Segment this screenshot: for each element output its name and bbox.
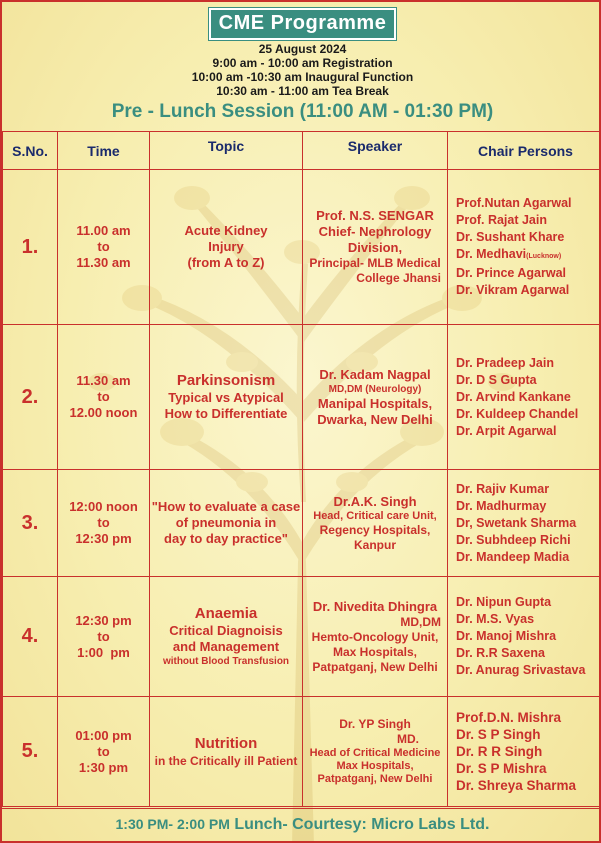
- column-header-speaker: Speaker: [303, 132, 448, 170]
- schedule-line-inaugural: 10:00 am -10:30 am Inaugural Function: [191, 70, 414, 84]
- table-row: [3, 470, 601, 577]
- topic-line: Critical Diagnoisis: [169, 623, 283, 638]
- chair-person: Dr. Medhavi(Lucknow): [456, 247, 562, 261]
- row-chair-persons: [448, 697, 601, 807]
- time-end: 11.30 am: [76, 255, 131, 270]
- topic-line: Injury: [208, 239, 244, 254]
- speaker-line: Division,: [347, 240, 403, 255]
- topic-line: of pneumonia in: [175, 515, 277, 530]
- speaker-line: Dwarka, New Delhi: [317, 411, 433, 427]
- chair-person: Dr. Rajiv Kumar: [456, 481, 550, 496]
- speaker-line: Head of Critical Medicine: [309, 747, 441, 759]
- chair-person: Dr. Anurag Srivastava: [456, 663, 586, 677]
- chair-person: Dr. Arvind Kankane: [456, 389, 571, 404]
- topic-line: "How to evaluate a case: [151, 499, 301, 514]
- row-speaker: [303, 325, 448, 470]
- time-to: to: [97, 389, 110, 404]
- row-time: [58, 697, 150, 807]
- speaker-line: MD,DM (Neurology): [328, 383, 422, 395]
- row-chair-persons: [448, 577, 601, 697]
- time-end: 1:00 pm: [77, 644, 130, 660]
- speaker-line: Hemto-Oncology Unit,: [311, 629, 439, 644]
- speaker-line: College Jhansi: [356, 271, 441, 285]
- chair-person: Dr. D S Gupta: [456, 372, 537, 387]
- speaker-line: Principal- MLB Medical: [309, 256, 441, 270]
- speaker-name: Dr. Kadam Nagpal: [319, 366, 431, 382]
- chair-person: Dr. Vikram Agarwal: [456, 283, 570, 297]
- chair-person: Prof.D.N. Mishra: [456, 710, 562, 725]
- row-sno: 3.: [3, 470, 58, 577]
- row-time: [58, 325, 150, 470]
- row-chair-persons: [448, 470, 601, 577]
- topic-line: without Blood Transfusion: [162, 656, 290, 667]
- schedule-table: [2, 131, 601, 807]
- time-to: to: [97, 239, 110, 254]
- column-header-time: Time: [58, 132, 150, 170]
- time-start: 11.30 am: [76, 373, 131, 388]
- chair-person: Dr. Prince Agarwal: [456, 266, 566, 280]
- row-time: [58, 470, 150, 577]
- row-topic: [150, 577, 303, 697]
- speaker-line: Manipal Hospitals,: [317, 395, 433, 411]
- row-sno: 4.: [3, 577, 58, 697]
- topic-line: Anaemia: [194, 605, 258, 622]
- topic-line: in the Critically ill Patient: [154, 753, 298, 768]
- time-to: to: [97, 743, 110, 759]
- row-topic: [150, 325, 303, 470]
- chair-person: Prof. Rajat Jain: [456, 213, 547, 227]
- topic-line: day to day practice": [164, 531, 288, 546]
- chair-person: Dr. Shreya Sharma: [456, 778, 577, 793]
- column-header-sno: S.No.: [3, 132, 58, 170]
- speaker-line: Kanpur: [354, 537, 396, 552]
- row-topic: [150, 170, 303, 325]
- chair-person: Dr. Kuldeep Chandel: [456, 406, 579, 421]
- speaker-line: Patpatganj, New Delhi: [317, 773, 433, 785]
- event-date: 25 August 2024: [258, 42, 347, 56]
- row-topic: [150, 470, 303, 577]
- lunch-text: Lunch- Courtesy: Micro Labs Ltd.: [234, 816, 490, 833]
- table-row: [3, 697, 601, 807]
- chair-person: Dr. Sushant Khare: [456, 230, 565, 244]
- topic-line: Parkinsonism: [176, 372, 276, 389]
- speaker-line: Max Hospitals,: [336, 760, 414, 772]
- time-start: 11.00 am: [76, 223, 131, 238]
- row-speaker: [303, 697, 448, 807]
- row-time: [58, 577, 150, 697]
- table-row: [3, 325, 601, 470]
- row-speaker: [303, 577, 448, 697]
- time-end: 12.00 noon: [69, 405, 138, 420]
- chair-person: Dr. R R Singh: [456, 744, 543, 759]
- row-chair-persons: [448, 170, 601, 325]
- row-sno: 2.: [3, 325, 58, 470]
- column-header-topic: Topic: [150, 132, 303, 170]
- speaker-line: MD,DM: [400, 614, 441, 629]
- time-start: 12:30 pm: [75, 612, 132, 628]
- chair-person: Dr. Mandeep Madia: [456, 549, 570, 564]
- chair-person: Dr. S P Mishra: [456, 761, 547, 776]
- chair-person: Dr. Nipun Gupta: [456, 595, 552, 609]
- lunch-footer: [2, 808, 601, 843]
- row-time: [58, 170, 150, 325]
- chair-person: Dr. R.R Saxena: [456, 646, 545, 660]
- chair-person: Dr, Swetank Sharma: [456, 515, 577, 530]
- schedule-line-registration: 9:00 am - 10:00 am Registration: [212, 56, 393, 70]
- time-start: 12:00 noon: [69, 499, 138, 514]
- chair-person: Dr. M.S. Vyas: [456, 612, 535, 626]
- topic-line: How to Differentiate: [164, 406, 288, 421]
- row-sno: 5.: [3, 697, 58, 807]
- table-header-row: [3, 132, 601, 170]
- speaker-name: Dr. YP Singh: [339, 717, 411, 731]
- speaker-name: Dr.A.K. Singh: [333, 493, 417, 509]
- time-end: 1:30 pm: [78, 759, 129, 775]
- schedule-line-tea-break: 10:30 am - 11:00 am Tea Break: [216, 84, 389, 98]
- session-title: Pre - Lunch Session (11:00 AM - 01:30 PM): [111, 101, 494, 122]
- time-to: to: [97, 515, 110, 530]
- time-end: 12:30 pm: [75, 531, 132, 546]
- chair-person: Dr. Madhurmay: [456, 498, 547, 513]
- row-sno: 1.: [3, 170, 58, 325]
- speaker-line: Chief- Nephrology: [318, 224, 432, 239]
- speaker-line: Regency Hospitals,: [319, 522, 431, 537]
- time-to: to: [97, 628, 110, 644]
- time-start: 01:00 pm: [75, 727, 132, 743]
- topic-line: Acute Kidney: [184, 223, 268, 238]
- table-row: [3, 577, 601, 697]
- topic-line: Nutrition: [194, 734, 258, 752]
- chair-person: Dr. Pradeep Jain: [456, 355, 554, 370]
- row-speaker: [303, 170, 448, 325]
- topic-line: (from A to Z): [187, 255, 265, 270]
- page-title: CME Programme: [209, 8, 397, 40]
- speaker-line: Max Hospitals,: [332, 644, 418, 659]
- chair-person: Dr. Subhdeep Richi: [456, 532, 571, 547]
- lunch-time: 1:30 PM- 2:00 PM: [115, 816, 230, 832]
- speaker-line: Patpatganj, New Delhi: [312, 659, 438, 674]
- header: [2, 8, 601, 98]
- chair-person: Dr. Arpit Agarwal: [456, 423, 557, 438]
- chair-note: (Lucknow): [526, 253, 562, 260]
- speaker-line: MD.: [397, 732, 419, 746]
- row-topic: [150, 697, 303, 807]
- column-header-chair-persons: Chair Persons: [448, 132, 601, 170]
- chair-person: Dr. Manoj Mishra: [456, 629, 557, 643]
- row-chair-persons: [448, 325, 601, 470]
- topic-line: and Management: [172, 639, 280, 654]
- topic-line: Typical vs Atypical: [168, 390, 284, 405]
- chair-person: Dr. S P Singh: [456, 727, 541, 742]
- row-speaker: [303, 470, 448, 577]
- chair-person: Prof.Nutan Agarwal: [456, 196, 572, 210]
- speaker-line: Head, Critical care Unit,: [313, 509, 437, 522]
- speaker-name: Prof. N.S. SENGAR: [316, 208, 434, 223]
- speaker-name: Dr. Nivedita Dhingra: [312, 598, 438, 614]
- table-row: [3, 170, 601, 325]
